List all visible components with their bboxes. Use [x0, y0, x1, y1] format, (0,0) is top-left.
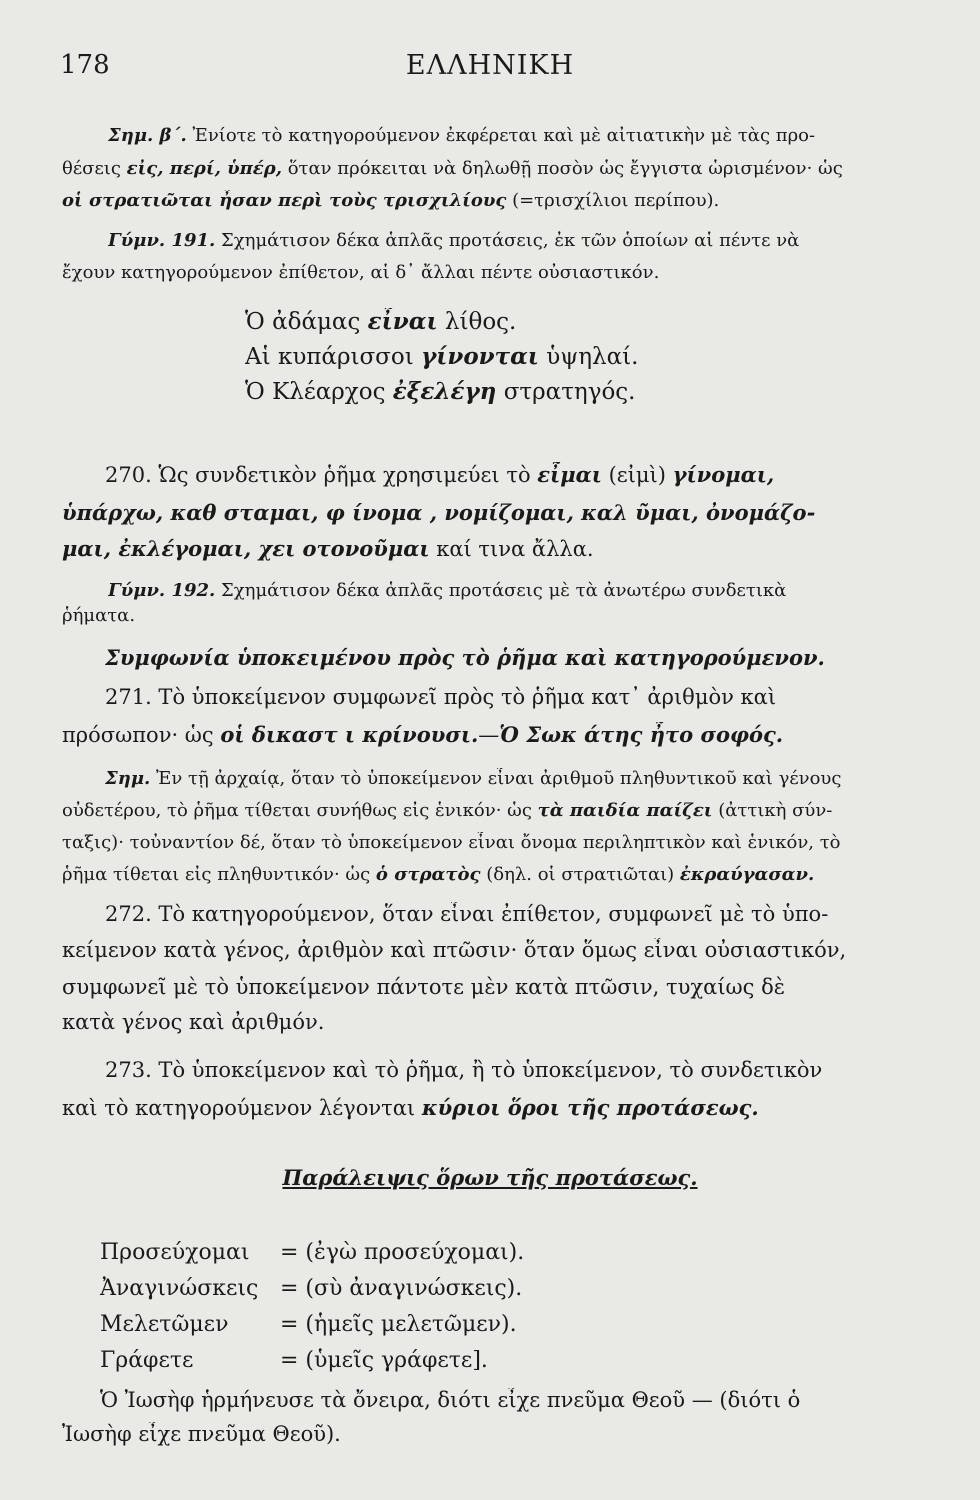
omission-full-2: = (σὺ ἀναγινώσκεις). [280, 1276, 523, 1301]
note-b-line-3: οἱ στρατιῶται ἦσαν περὶ τοὺς τρισχιλίους (=τρισχίλιοι περίπου). [62, 190, 720, 211]
omission-full-1: = (ἐγὼ προσεύχομαι). [280, 1240, 525, 1265]
omission-word-1: Προσεύχομαι [100, 1240, 250, 1265]
exercise-191-line-1: Γύμν. 191. Σχημάτισον δέκα ἁπλᾶς προτάσεις, ἐκ τῶν ὁποίων αἱ πέντε νὰ [108, 230, 800, 251]
exercise-192-line-2: ῥήματα. [62, 605, 136, 626]
section-272-line-3: συμφωνεῖ μὲ τὸ ὑποκείμενον πάντοτε μὲν κατὰ πτῶσιν, τυχαίως δὲ [62, 975, 786, 999]
note-271-label: Σημ. [105, 768, 151, 789]
example-sentence-3: Ὁ Κλέαρχος ἐξελέγη στρατηγός. [245, 378, 636, 405]
exercise-191-line-2: ἔχουν κατηγορούμενον ἐπίθετον, αἱ δ᾽ ἄλλαι πέντε οὐσιαστικόν. [62, 262, 660, 283]
section-heading-agreement: Συμφωνία ὑποκειμένου πρὸς τὸ ῥῆμα καὶ κατηγορούμενον. [105, 645, 825, 670]
omission-word-2: Ἀναγινώσκεις [100, 1276, 259, 1301]
final-example-line-1: Ὁ Ἰωσὴφ ἡρμήνευσε τὰ ὄνειρα, διότι εἶχε πνεῦμα Θεοῦ — (διότι ὁ [100, 1388, 801, 1412]
section-272-line-1: 272. Τὸ κατηγορούμενον, ὅταν εἶναι ἐπίθετον, συμφωνεῖ μὲ τὸ ὑπο- [105, 902, 829, 926]
section-271-line-2: πρόσωπον· ὡς οἱ δικαστ ι κρίνουσι.—Ὁ Σωκ άτης ἦτο σοφός. [62, 722, 784, 747]
section-272-line-2: κείμενον κατὰ γένος, ἀριθμὸν καὶ πτῶσιν· ὅταν ὅμως εἶναι οὐσιαστικόν, [62, 938, 847, 962]
section-271-line-1: 271. Τὸ ὑποκείμενον συμφωνεῖ πρὸς τὸ ῥῆμα κατ᾽ ἀριθμὸν καὶ [105, 685, 777, 709]
exercise-192-label: Γύμν. 192. [108, 580, 216, 601]
section-270-line-2: ὑπάρχω, καθ σταμαι, φ ίνομα , νομίζομαι, καλ ῦμαι, ὀνομάζο- [62, 500, 816, 525]
section-272-line-4: κατὰ γένος καὶ ἀριθμόν. [62, 1010, 325, 1034]
final-example-line-2: Ἰωσὴφ εἶχε πνεῦμα Θεοῦ). [62, 1422, 341, 1446]
omission-full-4: = (ὑμεῖς γράφετε]. [280, 1348, 488, 1373]
note-271-line-1: Σημ. Ἐν τῇ ἀρχαίᾳ, ὅταν τὸ ὑποκείμενον εἶναι ἀριθμοῦ πληθυντικοῦ καὶ γένους [105, 768, 842, 789]
note-271-line-3: ταξις)· τοὐναντίον δέ, ὅταν τὸ ὑποκείμενον εἶναι ὄνομα περιληπτικὸν καὶ ἑνικόν, τὸ [62, 832, 841, 853]
omission-word-4: Γράφετε [100, 1348, 194, 1373]
note-271-line-2: οὐδετέρου, τὸ ῥῆμα τίθεται συνήθως εἰς ἑνικόν· ὡς τὰ παιδία παίζει (ἀττικὴ σύν- [62, 800, 833, 821]
note-b-line-1: Σημ. β΄. Ἐνίοτε τὸ κατηγορούμενον ἐκφέρεται καὶ μὲ αἰτιατικὴν μὲ τὰς προ- [108, 125, 816, 146]
exercise-192-line-1: Γύμν. 192. Σχημάτισον δέκα ἁπλᾶς προτάσεις μὲ τὰ ἀνωτέρω συνδετικὰ [108, 580, 787, 601]
example-sentence-1: Ὁ ἀδάμας εἶναι λίθος. [245, 308, 517, 335]
section-273-line-1: 273. Τὸ ὑποκείμενον καὶ τὸ ῥῆμα, ἢ τὸ ὑποκείμενον, τὸ συνδετικὸν [105, 1058, 823, 1082]
omission-full-3: = (ἡμεῖς μελετῶμεν). [280, 1312, 517, 1337]
running-title: ΕΛΛΗΝΙΚΗ [405, 50, 575, 81]
section-heading-omission: Παράλειψις ὅρων τῆς προτάσεως. [282, 1165, 698, 1190]
section-270-line-1: 270. Ὡς συνδετικὸν ῥῆμα χρησιμεύει τὸ εἶμαι (εἰμὶ) γίνομαι, [105, 462, 775, 487]
section-270-line-3: μαι, ἐκλέγομαι, χει οτονοῦμαι καί τινα ἄλλα. [62, 536, 594, 561]
note-b-line-2: θέσεις εἰς, περί, ὑπέρ, ὅταν πρόκειται νὰ δηλωθῇ ποσὸν ὡς ἔγγιστα ὡρισμένον· ὡς [62, 158, 843, 179]
example-sentence-2: Αἱ κυπάρισσοι γίνονται ὑψηλαί. [245, 343, 639, 370]
note-b-label: Σημ. β΄. [108, 125, 187, 146]
omission-word-3: Μελετῶμεν [100, 1312, 229, 1337]
exercise-191-label: Γύμν. 191. [108, 230, 216, 251]
section-273-line-2: καὶ τὸ κατηγορούμενον λέγονται κύριοι ὅροι τῆς προτάσεως. [62, 1095, 759, 1120]
note-271-line-4: ῥῆμα τίθεται εἰς πληθυντικόν· ὡς ὁ στρατὸς (δηλ. οἱ στρατιῶται) ἐκραύγασαν. [62, 864, 815, 885]
page-number: 178 [60, 50, 110, 80]
page-header [60, 50, 920, 90]
